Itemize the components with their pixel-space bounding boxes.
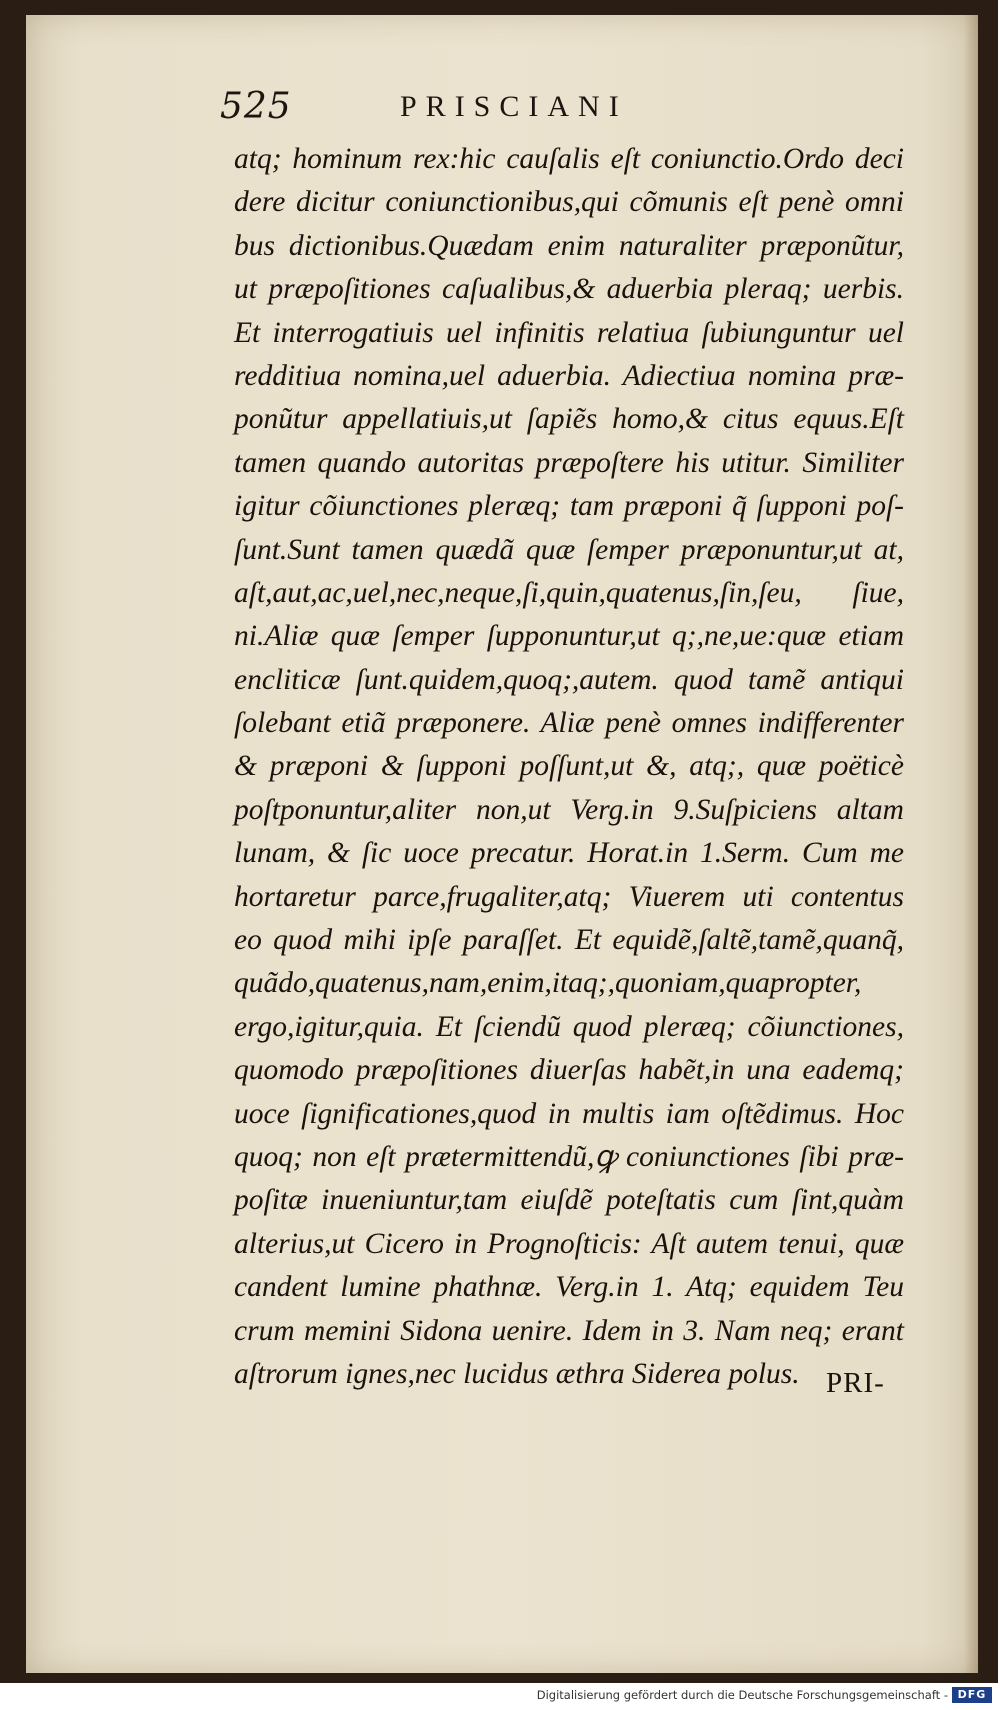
text-line: ponũtur appellatiuis,ut ſapiẽs homo,& citus equus.Eſt [234,403,904,436]
text-line: redditiua nomina,uel aduerbia. Adiectiua nomina præ- [234,359,904,392]
page-gutter-shadow [964,15,978,1673]
text-line: Et interrogatiuis uel infinitis relatiua ſubiunguntur uel [234,316,904,349]
text-line: ut præpoſitiones caſualibus,& aduerbia pleraq; uerbis. [234,273,904,306]
text-line: eo quod mihi ipſe paraſſet. Et equidẽ,ſaltẽ,tamẽ,quanq̃, [234,924,904,957]
text-line: dere dicitur coniunctionibus,qui cõmunis eſt penè omni [234,186,904,219]
text-line: ergo,igitur,quia. Et ſciendũ quod pleræq; cõiunctiones, [234,1010,904,1043]
text-line: poſtponuntur,aliter non,ut Verg.in 9.Suſpiciens altam [234,793,904,826]
text-line: & præponi & ſupponi poſſunt,ut &, atq;, quæ poëticè [234,750,904,783]
text-line: candent lumine phathnæ. Verg.in 1. Atq; equidem Teu [234,1271,904,1304]
text-line: quoq; non eſt prætermittendũ,ꝙ coniunctiones ſibi præ- [234,1140,904,1173]
text-line: tamen quando autoritas præpoſtere his utitur. Similiter [234,446,904,479]
text-line: ſunt.Sunt tamen quædã quæ ſemper præponuntur,ut at, [234,533,904,566]
text-line: aſt,aut,ac,uel,nec,neque,ſi,quin,quatenus,ſin,ſeu, ſiue, [234,576,904,609]
text-line: quomodo præpoſitiones diuerſas habẽt,in una eademq; [234,1054,904,1087]
digitization-footer [0,1683,1000,1710]
text-line: alterius,ut Cicero in Prognoſticis: Aſt autem tenui, quæ [234,1227,904,1260]
running-head: PRISCIANI [400,90,628,123]
text-line: hortaretur parce,frugaliter,atq; Viuerem uti contentus [234,880,904,913]
catchword: PRI- [826,1367,885,1399]
text-line: uoce ſignificationes,quod in multis iam oſtẽdimus. Hoc [234,1097,904,1130]
text-line: lunam, & ſic uoce precatur. Horat.in 1.Serm. Cum me [234,837,904,870]
text-line: encliticæ ſunt.quidem,quoq;,autem. quod tamẽ antiqui [234,663,904,696]
text-line: atq; hominum rex:hic cauſalis eſt coniunctio.Ordo deci [234,143,904,175]
body-text [234,138,904,1396]
text-line: igitur cõiunctiones pleræq; tam præponi q̃ ſupponi poſ- [234,490,904,523]
text-line: ni.Aliæ quæ ſemper ſupponuntur,ut q;,ne,ue:quæ etiam [234,620,904,653]
dfg-logo-icon: DFG [952,1687,992,1703]
text-line: aſtrorum ignes,nec lucidus æthra Siderea polus. [234,1357,800,1390]
funding-credit: Digitalisierung gefördert durch die Deutsche Forschungsgemeinschaft - [536,1688,948,1702]
text-line: quãdo,quatenus,nam,enim,itaq;,quoniam,quapropter, [234,967,862,1000]
text-line: poſitæ inueniuntur,tam eiuſdẽ poteſtatis cum ſint,quàm [234,1184,904,1217]
text-line: bus dictionibus.Quædam enim naturaliter præponũtur, [234,229,904,262]
page-number: 525 [220,86,292,127]
text-line: crum memini Sidona uenire. Idem in 3. Nam neq; erant [234,1314,904,1347]
text-line: ſolebant etiã præponere. Aliæ penè omnes indifferenter [234,707,904,740]
page-header [220,86,760,136]
